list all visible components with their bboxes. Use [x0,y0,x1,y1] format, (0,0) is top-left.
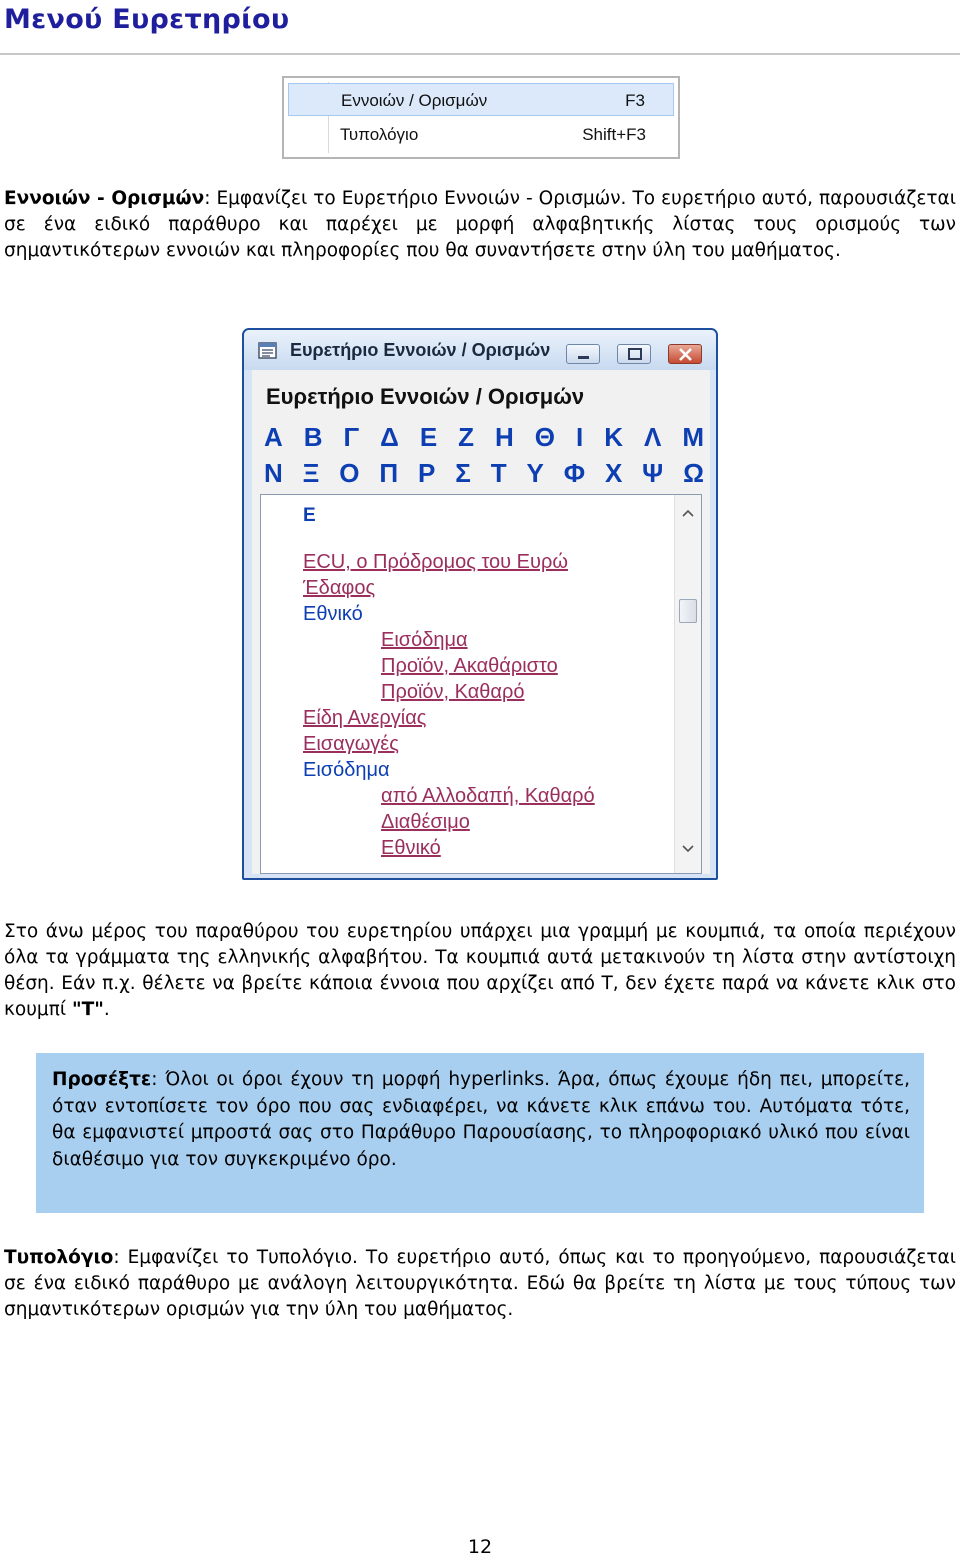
menu-item-shortcut: F3 [625,91,645,110]
app-icon [258,341,278,360]
minimize-button[interactable] [566,344,600,364]
note-term: Προσέξτε [52,1069,152,1090]
glossary-term-link[interactable]: Έδαφος [303,577,376,599]
vertical-scrollbar[interactable] [674,495,701,873]
note-text: : Όλοι οι όροι έχουν τη μορφή hyperlinks. Άρα, όπως έχουμε ήδη πει, μπορείτε, όταν εντοπίσετε τον όρο που σας ενδιαφέρει, να κάνετε κλικ επάνω του. Αυτόματα τότε, θα εμφανιστεί μπροστά σας στο Παράθυρο Παρουσίασης, το πληροφοριακό υλικό που είναι διαθέσιμο για τον συγκεκριμένο όρο. [52,1069,910,1170]
letter-buttons-row-1 [264,422,704,453]
concepts-text: : Εμφανίζει το Ευρετήριο Εννοιών - Ορισμών. Το ευρετήριο αυτό, παρουσιάζεται σε ένα ειδικό παράθυρο και παρέχει με μορφή αλφαβητικής λίστας τους ορισμούς των σημαντικότερων εννοιών και πληροφορίες που θα συναντήσετε στην ύλη του μαθήματος. [4,188,956,261]
scrollbar-thumb[interactable] [679,599,697,623]
glossary-term-link[interactable]: Είδη Ανεργίας [303,707,427,729]
menu-item-concepts[interactable] [288,83,674,116]
letter-button[interactable]: Α [264,422,283,452]
scroll-down-icon[interactable] [682,845,694,853]
concepts-term: Εννοιών - Ορισμών [4,188,205,209]
window-body [252,370,710,874]
letter-button-reference: "Τ" [71,999,104,1020]
window-title: Ευρετήριο Εννοιών / Ορισμών [290,340,551,360]
letter-button[interactable]: Φ [563,458,586,488]
letter-button[interactable]: Ξ [302,458,320,488]
concepts-description [4,186,956,264]
glossary-term-group: Εθνικό [303,603,363,625]
note-box [36,1053,924,1213]
glossary-term-link[interactable]: Εθνικό [381,837,441,859]
close-icon [669,345,703,365]
close-button[interactable] [668,344,702,364]
window-heading: Ευρετήριο Εννοιών / Ορισμών [266,384,585,409]
letter-button[interactable]: Θ [534,422,556,452]
page-number: 12 [467,1536,493,1558]
letter-button[interactable]: Ο [339,458,360,488]
letter-button[interactable]: Υ [526,458,544,488]
index-menu [282,76,680,159]
letter-button[interactable]: Ν [264,458,283,488]
letter-button[interactable]: Λ [644,422,662,452]
minimize-icon [567,345,601,365]
glossary-term-link[interactable]: Προϊόν, Καθαρό [381,681,525,703]
menu-item-shortcut: Shift+F3 [582,125,646,144]
letter-button[interactable]: Δ [380,422,399,452]
letter-button[interactable]: Ε [419,422,438,452]
letter-button[interactable]: Μ [682,422,704,452]
letters-text-end: . [103,999,110,1020]
glossary-term-group: Εισόδημα [303,759,390,781]
letter-button[interactable]: Τ [490,458,507,488]
glossary-term-link[interactable]: Προϊόν, Ακαθάριστο [381,655,558,677]
glossary-term-link[interactable]: από Αλλοδαπή, Καθαρό [381,785,595,807]
letter-button[interactable]: Χ [604,458,623,488]
glossary-term-link[interactable]: Διαθέσιμο [381,811,470,833]
letter-button[interactable]: Η [495,422,514,452]
letter-button[interactable]: Γ [343,422,360,452]
glossary-term-link[interactable]: Εισόδημα [381,629,468,651]
letter-button[interactable]: Ι [576,422,584,452]
scroll-up-icon[interactable] [682,509,694,517]
letters-text: Στο άνω μέρος του παραθύρου του ευρετηρίου υπάρχει μια γραμμή με κουμπιά, τα οποία περιέχουν όλα τα γράμματα της ελληνικής αλφαβήτου. Τα κουμπιά αυτά μετακινούν τη λίστα στην αντίστοιχη θέση. Εάν π.χ. θέλετε να βρείτε κάποια έννοια που αρχίζει από Τ, δεν έχετε παρά να κάνετε κλικ στο κουμπί [4,921,956,1020]
menu-item-label: Τυπολόγιο [340,125,419,144]
window-titlebar[interactable] [244,330,716,370]
letter-button[interactable]: Σ [455,458,471,488]
page-title: Μενού Ευρετηρίου [4,4,290,35]
letter-button[interactable]: Ψ [642,458,664,488]
formulas-text: : Εμφανίζει το Τυπολόγιο. Το ευρετήριο αυτό, όπως και το προηγούμενο, παρουσιάζεται σε ένα ειδικό παράθυρο με ανάλογη λειτουργικότητα. Εδώ θα βρείτε τη λίστα με τους τύπους των σημαντικότερων ορισμών για την ύλη του μαθήματος. [4,1247,956,1320]
title-divider [0,53,960,55]
maximize-button[interactable] [617,344,651,364]
glossary-window [242,328,718,880]
letter-button[interactable]: Ω [683,458,704,488]
letter-button[interactable]: Κ [604,422,624,452]
formulas-term: Τυπολόγιο [4,1247,114,1268]
glossary-term-link[interactable]: ECU, ο Πρόδρομος του Ευρώ [303,551,568,573]
glossary-term-link[interactable]: Εισαγωγές [303,733,399,755]
letter-button[interactable]: Π [379,458,399,488]
letter-buttons-row-2 [264,458,704,489]
letter-button[interactable]: Β [303,422,323,452]
formulas-description [4,1245,956,1323]
letter-button[interactable]: Ζ [458,422,475,452]
glossary-list[interactable] [260,494,702,874]
menu-item-formulas[interactable] [288,118,674,151]
list-section-letter: Ε [303,505,316,526]
letters-description [4,919,956,1023]
maximize-icon [618,345,652,365]
letter-button[interactable]: Ρ [418,458,436,488]
menu-item-label: Εννοιών / Ορισμών [341,91,488,110]
